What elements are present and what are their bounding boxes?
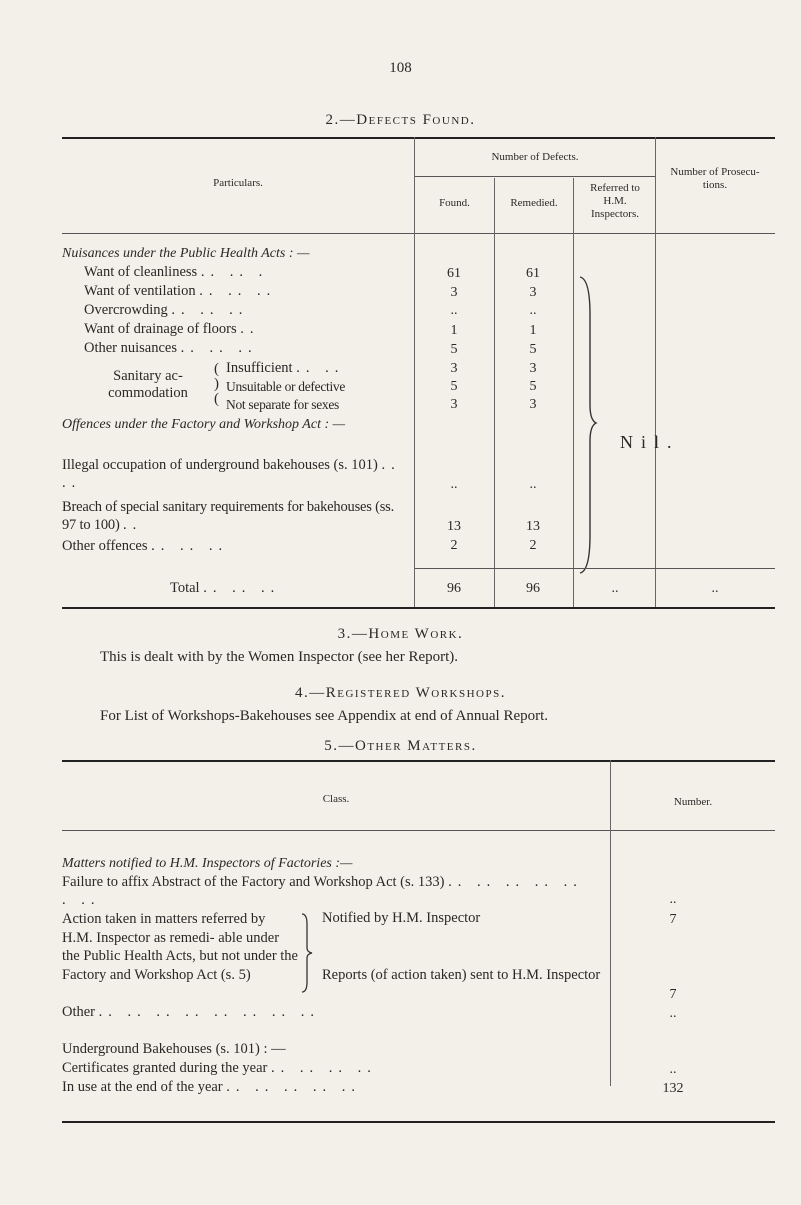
header-number: Number.	[673, 796, 713, 808]
row-total: Total .. .. ..	[170, 580, 281, 596]
table2-bottom-rule	[62, 1121, 775, 1123]
found-other-offences: 2	[450, 538, 458, 553]
total-found: 96	[447, 581, 461, 596]
row-failure: Failure to affix Abstract of the Factory and Workshop Act (s. 133) .. .. .. .. .. . ..	[62, 874, 583, 908]
remedied-ventilation: 3	[529, 285, 537, 300]
value-notified: 7	[669, 912, 677, 927]
header-prosecutions: Number of Prosecu- tions.	[670, 166, 760, 191]
row-label: Breach of special sanitary requirements for bakehouses (ss. 97 to 100)	[62, 499, 395, 533]
row-not-separate: Not separate for sexes	[226, 397, 339, 412]
row-label: Certificates granted during the year	[62, 1060, 268, 1076]
row-breach: Breach of special sanitary requirements for bakehouses (ss. 97 to 100) ..	[62, 499, 395, 533]
remedied-illegal-occupation: ..	[529, 477, 537, 492]
value-certificates: ..	[669, 1062, 677, 1077]
row-action-taken: Action taken in matters referred by H.M. Inspector as remedi- able under the Public Health Acts, but not under the Factory and Workshop Act (s. 5)	[62, 911, 298, 983]
value-failure: ..	[669, 892, 677, 907]
value-other: ..	[669, 1006, 677, 1021]
row-in-use: In use at the end of the year .. .. .. .. ..	[62, 1079, 362, 1095]
row-label: Insufficient	[226, 360, 293, 376]
page-number: 108	[389, 60, 412, 76]
found-not-separate: 3	[450, 397, 458, 412]
row-label: Other	[62, 1004, 96, 1020]
row-illegal-occupation: Illegal occupation of underground bakehouses (s. 101) .. ..	[62, 457, 401, 491]
header-class: Class.	[322, 793, 350, 805]
row-label: Failure to affix Abstract of the Factory and Workshop Act (s. 133)	[62, 874, 445, 890]
section-hm-inspectors: Matters notified to H.M. Inspectors of Factories :—	[62, 856, 353, 871]
row-label: Total	[170, 580, 200, 596]
total-rule	[415, 568, 775, 569]
row-other-offences: Other offences .. .. ..	[62, 538, 229, 554]
table2-top-rule	[62, 760, 775, 762]
table2-header-rule	[62, 830, 775, 831]
row-cleanliness: Want of cleanliness .. .. .	[62, 264, 268, 281]
row-other: Other .. .. .. .. .. .. .. ..	[62, 1004, 321, 1020]
workshops-heading: 4.—Registered Workshops.	[295, 685, 506, 701]
remedied-other-nuisances: 5	[529, 342, 537, 357]
header-particulars: Particulars.	[213, 177, 263, 189]
row-label: Other offences	[62, 538, 148, 554]
row-label: In use at the end of the year	[62, 1079, 223, 1095]
value-reports: 7	[669, 987, 677, 1002]
col-line-4	[655, 137, 656, 607]
found-ventilation: 3	[450, 285, 458, 300]
nil-brace	[578, 275, 598, 575]
header-referred: Referred to H.M. Inspectors.	[590, 182, 640, 220]
value-in-use: 132	[662, 1081, 684, 1096]
remedied-cleanliness: 61	[526, 266, 540, 281]
row-insufficient: Insufficient .. ..	[226, 360, 345, 376]
row-other-nuisances: Other nuisances .. .. ..	[62, 340, 258, 357]
action-brace	[300, 912, 314, 994]
other-matters-heading: 5.—Other Matters.	[324, 738, 477, 754]
row-ventilation: Want of ventilation .. .. ..	[62, 283, 276, 300]
found-breach: 13	[447, 519, 461, 534]
home-work-heading: 3.—Home Work.	[337, 626, 464, 642]
header-bottom-rule	[62, 233, 775, 234]
section-underground: Underground Bakehouses (s. 101) : —	[62, 1041, 286, 1057]
col-line-3	[573, 178, 574, 607]
found-overcrowding: ..	[450, 303, 458, 318]
found-drainage: 1	[450, 323, 458, 338]
table-top-rule	[62, 137, 775, 139]
row-label: Overcrowding	[84, 302, 168, 318]
remedied-other-offences: 2	[529, 538, 537, 553]
row-drainage: Want of drainage of floors ..	[62, 321, 260, 338]
remedied-not-separate: 3	[529, 397, 537, 412]
found-unsuitable: 5	[450, 379, 458, 394]
found-other-nuisances: 5	[450, 342, 458, 357]
row-label: Other nuisances	[84, 340, 178, 356]
found-cleanliness: 61	[447, 266, 461, 281]
row-label: Want of cleanliness	[84, 264, 198, 280]
header-sub-rule	[415, 176, 655, 177]
row-overcrowding: Overcrowding .. .. ..	[62, 302, 248, 319]
header-remedied: Remedied.	[510, 197, 558, 209]
remedied-overcrowding: ..	[529, 303, 537, 318]
defects-heading: 2.—Defects Found.	[325, 112, 476, 128]
remedied-insufficient: 3	[529, 361, 537, 376]
found-insufficient: 3	[450, 361, 458, 376]
header-number-of-defects: Number of Defects.	[491, 151, 579, 163]
remedied-drainage: 1	[529, 323, 537, 338]
row-certificates: Certificates granted during the year .. .. .. ..	[62, 1060, 377, 1076]
section-factory-act: Offences under the Factory and Workshop Act : —	[62, 417, 346, 432]
workshops-text: For List of Workshops-Bakehouses see Appendix at end of Annual Report.	[100, 708, 549, 724]
total-referred: ..	[611, 581, 619, 596]
table-bottom-rule	[62, 607, 775, 609]
col-line-2	[494, 178, 495, 607]
section-public-health: Nuisances under the Public Health Acts : —	[62, 246, 310, 261]
row-label: Want of ventilation	[84, 283, 196, 299]
row-label: Want of drainage of floors	[84, 321, 237, 337]
nil-text: Nil.	[620, 432, 680, 452]
table2-col-line	[610, 760, 611, 1086]
left-brace: ( ) (	[214, 361, 219, 407]
total-remedied: 96	[526, 581, 540, 596]
header-found: Found.	[439, 197, 470, 209]
row-unsuitable: Unsuitable or defective	[226, 379, 346, 394]
home-work-text: This is dealt with by the Women Inspector (see her Report).	[100, 649, 459, 665]
found-illegal-occupation: ..	[450, 477, 458, 492]
row-reports: Reports (of action taken) sent to H.M. Inspector	[322, 967, 601, 983]
sanitary-label: Sanitary ac- commodation	[108, 368, 188, 401]
row-notified: Notified by H.M. Inspector	[322, 910, 481, 926]
total-prosecutions: ..	[711, 581, 719, 596]
remedied-breach: 13	[526, 519, 540, 534]
row-label: Illegal occupation of underground bakehouses (s. 101)	[62, 457, 378, 473]
col-line-1	[414, 137, 415, 607]
remedied-unsuitable: 5	[529, 379, 537, 394]
